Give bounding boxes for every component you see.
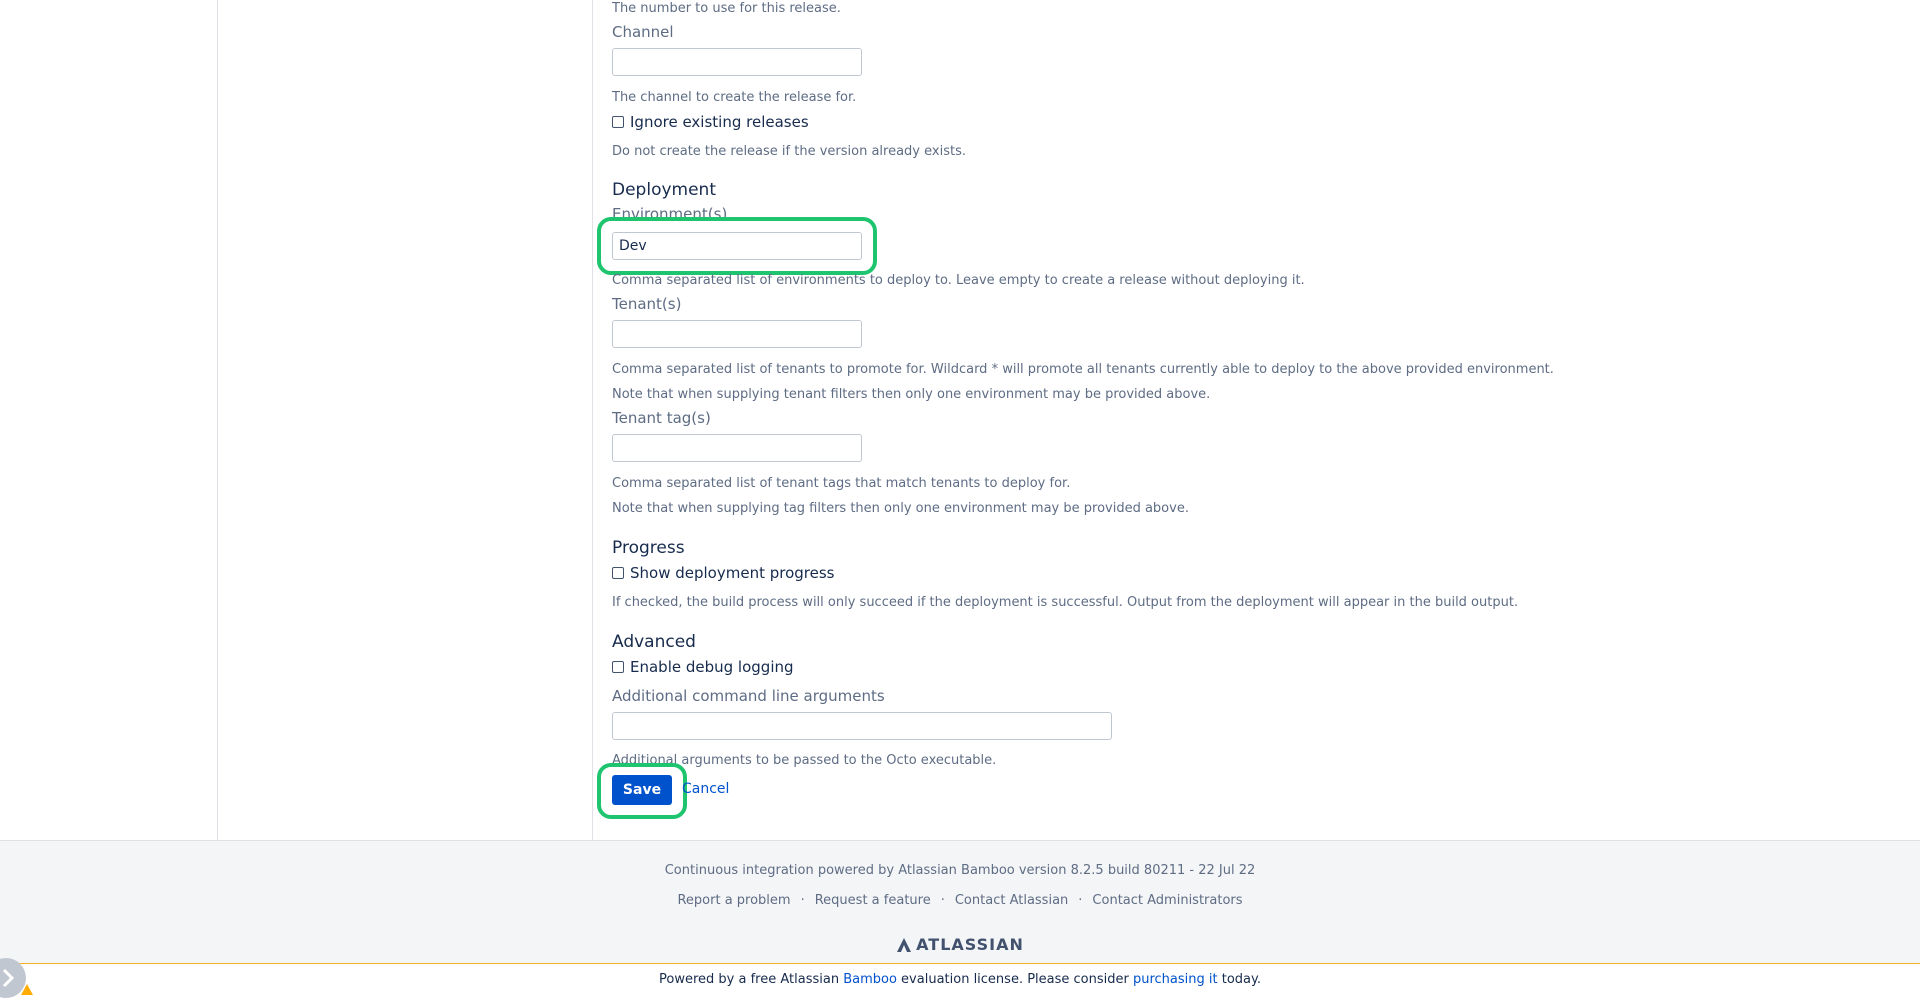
footer-separator: · (940, 893, 945, 908)
args-help: Additional arguments to be passed to the Octo executable. (612, 753, 997, 768)
channel-label: Channel (612, 23, 674, 41)
warning-icon (21, 984, 33, 995)
footer-links (0, 893, 1920, 908)
channel-input[interactable] (612, 48, 862, 76)
release-number-help: The number to use for this release. (612, 1, 841, 16)
task-list-column (217, 0, 593, 840)
args-label: Additional command line arguments (612, 687, 885, 705)
ignore-existing-row[interactable] (612, 113, 809, 131)
environments-help: Comma separated list of environments to deploy to. Leave empty to create a release without deploying it. (612, 273, 1305, 288)
left-navigation-column (0, 0, 218, 840)
licence-text (0, 972, 1920, 987)
channel-help: The channel to create the release for. (612, 90, 857, 105)
footer-separator: · (800, 893, 805, 908)
args-input[interactable] (612, 712, 1112, 740)
advanced-heading: Advanced (612, 632, 696, 652)
licence-middle: evaluation license. Please consider (896, 972, 1133, 987)
bamboo-link[interactable]: Bamboo (843, 972, 897, 987)
footer-separator: · (1078, 893, 1083, 908)
deployment-heading: Deployment (612, 180, 716, 200)
debug-logging-checkbox[interactable] (612, 661, 624, 673)
ignore-existing-label: Ignore existing releases (630, 113, 809, 131)
atlassian-logo[interactable] (0, 935, 1920, 954)
debug-logging-label: Enable debug logging (630, 658, 794, 676)
atlassian-logo-text: ATLASSIAN (916, 935, 1024, 954)
cancel-link[interactable]: Cancel (682, 781, 730, 797)
tenants-help-1: Comma separated list of tenants to promote for. Wildcard * will promote all tenants currently able to deploy to the above provided environment. (612, 362, 1554, 377)
ignore-existing-checkbox[interactable] (612, 116, 624, 128)
environments-label: Environment(s) (612, 205, 728, 223)
report-problem-link[interactable]: Report a problem (677, 893, 791, 908)
powered-by-text: Continuous integration powered by Atlassian Bamboo version 8.2.5 build 80211 - 22 Jul 22 (664, 863, 1256, 878)
tenants-label: Tenant(s) (612, 295, 682, 313)
contact-atlassian-link[interactable]: Contact Atlassian (954, 893, 1069, 908)
save-button[interactable]: Save (612, 775, 672, 805)
show-progress-row[interactable] (612, 564, 835, 582)
tenant-tags-help-2: Note that when supplying tag filters then only one environment may be provided above. (612, 501, 1189, 516)
contact-admins-link[interactable]: Contact Administrators (1092, 893, 1243, 908)
show-progress-checkbox[interactable] (612, 567, 624, 579)
debug-logging-row[interactable] (612, 658, 794, 676)
licence-suffix: today. (1217, 972, 1261, 987)
tenant-tags-label: Tenant tag(s) (612, 409, 711, 427)
tenant-tags-help-1: Comma separated list of tenant tags that match tenants to deploy for. (612, 476, 1071, 491)
atlassian-logo-icon (896, 937, 912, 953)
tenants-input[interactable] (612, 320, 862, 348)
licence-prefix: Powered by a free Atlassian (659, 972, 844, 987)
request-feature-link[interactable]: Request a feature (814, 893, 931, 908)
show-progress-label: Show deployment progress (630, 564, 835, 582)
environments-input[interactable] (612, 232, 862, 260)
footer (0, 840, 1920, 964)
tenant-tags-input[interactable] (612, 434, 862, 462)
ignore-existing-help: Do not create the release if the version already exists. (612, 144, 966, 159)
progress-help: If checked, the build process will only succeed if the deployment is successful. Output from the deployment will appear in the build output. (612, 595, 1519, 610)
licence-bar (0, 963, 1920, 996)
purchase-link[interactable]: purchasing it (1132, 972, 1218, 987)
tenants-help-2: Note that when supplying tenant filters then only one environment may be provided above. (612, 387, 1211, 402)
progress-heading: Progress (612, 538, 685, 558)
